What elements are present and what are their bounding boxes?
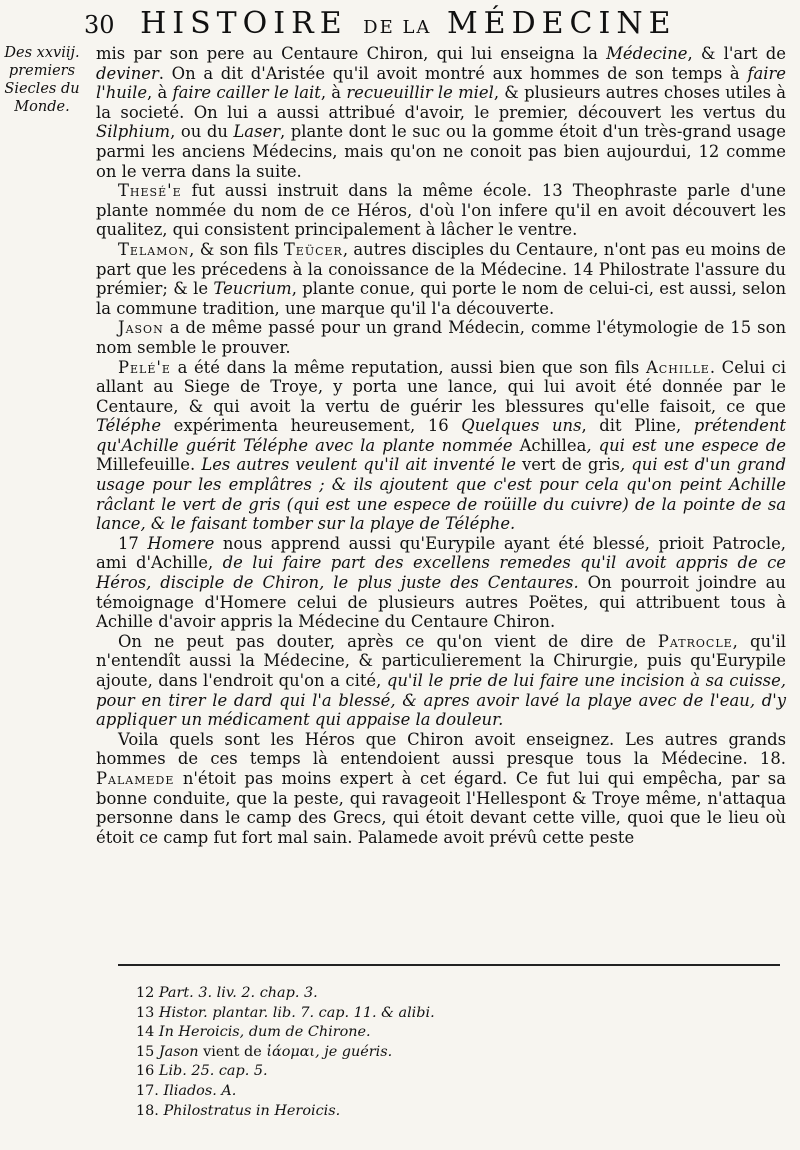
header-title-part-3: MÉDECINE (446, 6, 677, 41)
paragraph-8: Voila quels sont les Héros que Chiron avoit enseignez. Les autres grands hommes de ces temps là entendoient aussi presque tous la Médecine. 18. Palamede n'étoit pas moins expert à cet égard. Ce fut lui qui empêcha, par sa bonne conduite, que la peste, qui ravageoit l'Hellespont & Troye même, n'attaqua personne dans le camp des Grecs, qui étoit devant cette ville, quoi que le lieu où étoit ce camp fut fort mal sain. Palamede avoit prévû cette peste (96, 729, 786, 847)
footnote-rule (118, 964, 780, 966)
running-header (84, 6, 780, 41)
header-title-part-2: DE LA (363, 17, 432, 38)
footnote: 17. Iliados. A. (136, 1082, 237, 1099)
footnote: 18. Philostratus in Heroicis. (136, 1102, 341, 1119)
footnote: 15 Jason vient de ἰάομαι, je guéris. (136, 1043, 393, 1060)
paragraph-2: Thesé'e fut aussi instruit dans la même école. 13 Theophraste parle d'une plante nommée du nom de ce Héros, d'où l'on infere qu'il en avoit découvert les qualitez, qui consistent principalement à lâcher le ventre. (96, 181, 786, 240)
paragraph-1: mis par son pere au Centaure Chiron, qui lui enseigna la Médecine, & l'art de deviner. On a dit d'Aristée qu'il avoit montré aux hommes de son temps à faire l'huile, à faire cailler le lait, à recueuillir le miel, & plusieurs autres choses utiles à la societé. On lui a aussi attribué d'avoir, le premier, découvert les vertus du Silphium, ou du Laser, plante dont le suc ou la gomme étoit d'un très-grand usage parmi les anciens Médecins, mais qu'on ne conoit pas bien aujourdui, 12 comme on le verra dans la suite. (96, 44, 787, 181)
margin-note: Des xxviij. premiers Siecles du Monde. (4, 45, 80, 115)
page-number: 30 (84, 11, 115, 39)
paragraph-6: 17 Homere nous apprend aussi qu'Eurypile ayant été blessé, prioit Patrocle, ami d'Achille, de lui faire part des excellens remedes qu'il avoit appris de ce Héros, disciple de Chiron, le plus juste des Centaures. On pourroit joindre au témoignage d'Homere celui de plusieurs autres Poëtes, qui attribuent tous à Achille d'avoir appris la Médecine du Centaure Chiron. (96, 533, 787, 632)
paragraph-4: Jason a de même passé pour un grand Médecin, comme l'étymologie de 15 son nom semble le prouver. (96, 318, 786, 357)
footnote: 12 Part. 3. liv. 2. chap. 3. (136, 985, 318, 1001)
footnote: 16 Lib. 25. cap. 5. (136, 1063, 268, 1080)
footnote: 14 In Heroicis, dum de Chirone. (136, 1024, 371, 1041)
footnote: 13 Histor. plantar. lib. 7. cap. 11. & alibi. (136, 1004, 435, 1021)
paragraph-3: Telamon, & son fils Teücer, autres disciples du Centaure, n'ont pas eu moins de part que les précedens à la conoissance de la Médecine. 14 Philostrate l'assure du prémier; & le Teucrium, plante conue, qui porte le nom de celui-ci, est aussi, selon la commune tradition, une marque qu'il l'a découverte. (96, 239, 787, 318)
header-title-part-1: HISTOIRE (140, 6, 348, 41)
paragraph-7: On ne peut pas douter, après ce qu'on vient de dire de Patrocle, qu'il n'entendît aussi la Médecine, & particulierement la Chirurgie, puis qu'Eurypile ajoute, dans l'endroit qu'on a cité, qu'il le prie de lui faire une incision à sa cuisse, pour en tirer le dard qui l'a blessé, & apres avoir lavé la playe avec de l'eau, d'y appliquer un médicament qui appaise la douleur. (96, 631, 786, 730)
footnotes (136, 984, 736, 1121)
main-text (96, 44, 786, 847)
name-thesee: Thesé'e (118, 181, 182, 201)
paragraph-5: Pelé'e a été dans la même reputation, aussi bien que son fils Achille. Celui ci allant au Siege de Troye, y porta une lance, qui lui avoit été donnée par le Centaure, & qui avoit la vertu de guérir les blessures qu'elle faisoit, ce que Téléphe expérimenta heureusement, 16 Quelques uns, dit Pline, prétendent qu'Achille guérit Téléphe avec la plante nommée Achillea, qui est une espece de Millefeuille. Les autres veulent qu'il ait inventé le vert de gris, qui est d'un grand usage pour les emplâtres ; & ils ajoutent que c'est pour cela qu'on peint Achille râclant le vert de gris (qui est une espece de roüille du cuivre) de la pointe de sa lance, & le faisant tomber sur la playe de Téléphe. (96, 357, 786, 534)
